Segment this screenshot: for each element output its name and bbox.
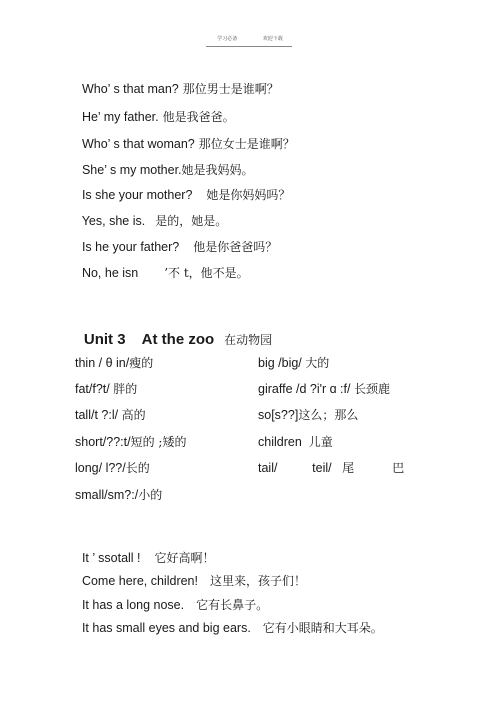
header-right: 欢迎下载 (262, 36, 283, 42)
dialogue-chinese: 他是你爸爸吗？ (193, 240, 278, 254)
sentence-line (75, 605, 383, 636)
dialogue-chinese: 她是你妈妈吗？ (206, 188, 291, 202)
vocab-item: long/ l??/长的 (75, 461, 150, 475)
dialogue-chinese: 是的，她是。 (155, 214, 228, 228)
sentence-chinese: 它有小眼睛和大耳朵。 (262, 621, 383, 635)
dialogue-line (75, 250, 249, 281)
sentence-english: Come here, children! (81, 574, 198, 588)
dialogue-chinese: 他是我爸爸。 (162, 110, 235, 124)
dialogue-line (75, 66, 279, 97)
header-left: 学习必备 (217, 36, 238, 42)
sentence-english: It ’ ssotall ! (81, 551, 141, 565)
vocab-item: children 儿童 (258, 435, 333, 449)
header-rule (206, 46, 292, 47)
vocab-item: so[s??]这么；那么 (258, 408, 359, 422)
vocab-item: tall/t ?:l/ 高的 (75, 408, 146, 422)
unit-subtitle: 在动物园 (224, 333, 273, 347)
dialogue-english: He’ my father. (81, 110, 159, 124)
unit-title (75, 313, 272, 349)
dialogue-chinese: ’不 t，他不是。 (164, 266, 249, 280)
dialogue-chinese: 她是我妈妈。 (181, 163, 254, 177)
sentence-chinese: 它有长鼻子。 (196, 598, 269, 612)
vocab-item: short/??:t/短的 ;矮的 (75, 435, 187, 449)
dialogue-english: Yes, she is. (81, 214, 146, 228)
vocab-item: big /big/ 大的 (258, 356, 330, 370)
sentence-chinese: 这里来，孩子们！ (209, 574, 306, 588)
dialogue-chinese: 那位女士是谁啊？ (198, 137, 295, 151)
vocab-item: tail/ teil/ 尾 巴 (258, 461, 405, 475)
sentence-english: It has small eyes and big ears. (81, 621, 251, 635)
dialogue-english: Who’ s that man? (81, 82, 179, 96)
dialogue-english: Is she your mother? (81, 188, 193, 202)
vocab-item: giraffe /d ?i'r ɑ :f/ 长颈鹿 (258, 382, 390, 396)
unit-heading: Unit 3 At the zoo (83, 331, 215, 348)
vocab-item: thin / θ in/瘦的 (75, 356, 154, 370)
sentence-english: It has a long nose. (81, 598, 185, 612)
dialogue-chinese: 那位男士是谁啊？ (182, 82, 279, 96)
dialogue-english: No, he isn (81, 266, 139, 280)
dialogue-english: Who’ s that woman? (81, 137, 195, 151)
sentence-chinese: 它好高啊！ (154, 551, 215, 565)
dialogue-english: Is he your father? (81, 240, 180, 254)
dialogue-english: She’ s my mother. (81, 163, 182, 177)
vocab-item: small/sm?:/小的 (75, 488, 163, 502)
vocab-item: fat/f?t/ 胖的 (75, 382, 138, 396)
